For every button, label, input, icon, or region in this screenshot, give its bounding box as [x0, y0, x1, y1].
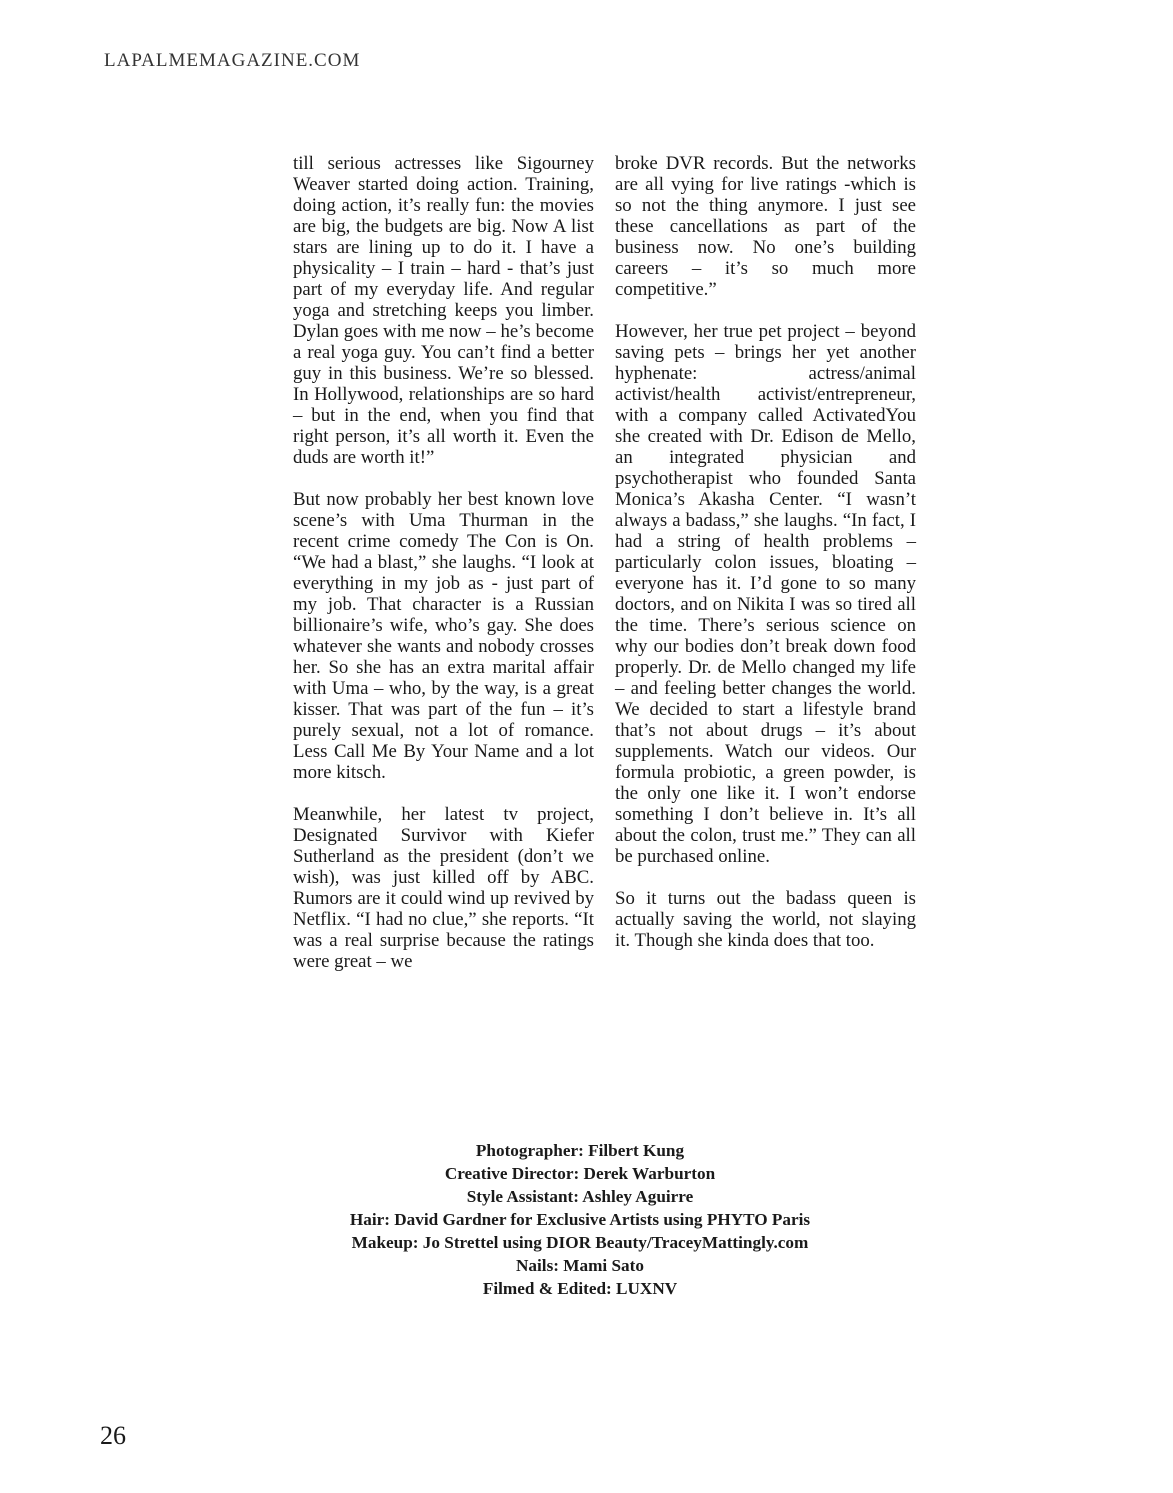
article-paragraph: So it turns out the badass queen is actually saving the world, not slaying it. Though she kinda does that too.: [615, 888, 916, 951]
article-paragraph: Meanwhile, her latest tv project, Designated Survivor with Kiefer Sutherland as the president (don’t we wish), was just killed off by ABC. Rumors are it could wind up revived by Netflix. “I had no clue,” she reports. “It was a real surprise because the ratings were great – we: [293, 804, 594, 972]
credit-creative-director: Creative Director: Derek Warburton: [444, 1164, 716, 1183]
photo-credits: [0, 1139, 1160, 1300]
credit-hair: Hair: David Gardner for Exclusive Artists using PHYTO Paris: [349, 1210, 811, 1229]
article-column-left: [293, 153, 594, 972]
credit-makeup: Makeup: Jo Strettel using DIOR Beauty/TraceyMattingly.com: [351, 1233, 809, 1252]
credit-nails: Nails: Mami Sato: [516, 1256, 644, 1275]
article-paragraph: But now probably her best known love scene’s with Uma Thurman in the recent crime comedy The Con is On. “We had a blast,” she laughs. “I look at everything in my job as - just part of my job. That character is a Russian billionaire’s wife, who’s gay. She does whatever she wants and nobody crosses her. So she has an extra marital affair with Uma – who, by the way, is a great kisser. That was part of the fun – it’s purely sexual, not a lot of romance. Less Call Me By Your Name and a lot more kitsch.: [293, 489, 594, 783]
article-paragraph: However, her true pet project – beyond saving pets – brings her yet another hyphenate: actress/animal activist/health activist/entrepreneur, with a company called ActivatedYou she created with Dr. Edison de Mello, an integrated physician and psychotherapist who founded Santa Monica’s Akasha Center. “I wasn’t always a badass,” she laughs. “In fact, I had a string of health problems – particularly colon issues, bloating – everyone has it. I’d gone to so many doctors, and on Nikita I was so tired all the time. There’s serious science on why our bodies don’t break down food properly. Dr. de Mello changed my life – and feeling better changes the world. We decided to start a lifestyle brand that’s not about drugs – it’s about supplements. Watch our videos. Our formula probiotic, a green powder, is the only one like it. I won’t endorse something I don’t believe in. It’s all about the colon, trust me.” They can all be purchased online.: [615, 321, 916, 867]
article-column-right: [615, 153, 916, 951]
article-paragraph: till serious actresses like Sigourney Weaver started doing action. Training, doing action, it’s really fun: the movies are big, the budgets are big. Now A list stars are lining up to do it. I have a physicality – I train – hard - that’s just part of my everyday life. And regular yoga and stretching keeps you limber. Dylan goes with me now – he’s become a real yoga guy. You can’t find a better guy in this business. We’re so blessed. In Hollywood, relationships are so hard – but in the end, when you find that right person, it’s all worth it. Even the duds are worth it!”: [293, 153, 594, 468]
credit-photographer: Photographer: Filbert Kung: [475, 1141, 685, 1160]
article-paragraph: broke DVR records. But the networks are all vying for live ratings -which is so not the thing anymore. I just see these cancellations as part of the business now. No one’s building careers – it’s so much more competitive.”: [615, 153, 916, 300]
page-number: 26: [100, 1421, 126, 1450]
site-header: LAPALMEMAGAZINE.COM: [104, 50, 361, 71]
credit-style-assistant: Style Assistant: Ashley Aguirre: [466, 1187, 694, 1206]
credit-filmed-edited: Filmed & Edited: LUXNV: [482, 1279, 678, 1298]
